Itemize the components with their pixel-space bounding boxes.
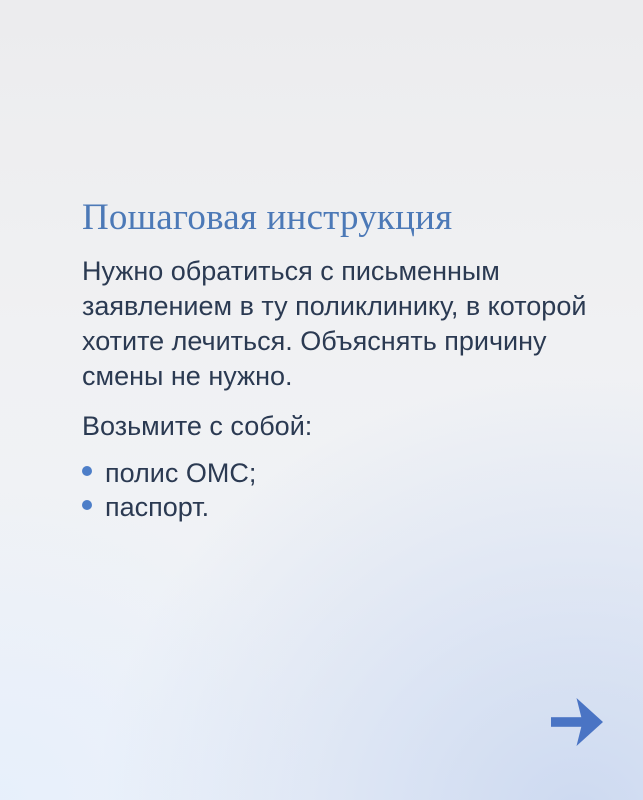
list-item	[82, 456, 622, 490]
instruction-paragraph	[82, 254, 622, 394]
page-title: Пошаговая инструкция	[82, 197, 453, 238]
paragraph-line: хотите лечиться. Объяснять причину	[82, 326, 547, 356]
documents-list	[82, 456, 622, 524]
paragraph-line: смены не нужно.	[82, 361, 293, 391]
bullet-dot-icon	[82, 466, 92, 476]
bullet-dot-icon	[82, 500, 92, 510]
paragraph-line: Нужно обратиться с письменным	[82, 256, 500, 286]
checklist-intro: Возьмите с собой:	[82, 411, 313, 441]
slide-content	[82, 196, 622, 524]
list-item-label: полис ОМС;	[105, 458, 257, 488]
paragraph-line: заявлением в ту поликлинику, в которой	[82, 291, 587, 321]
list-item-label: паспорт.	[105, 492, 210, 522]
next-arrow-icon[interactable]	[551, 697, 603, 747]
list-item	[82, 490, 622, 524]
